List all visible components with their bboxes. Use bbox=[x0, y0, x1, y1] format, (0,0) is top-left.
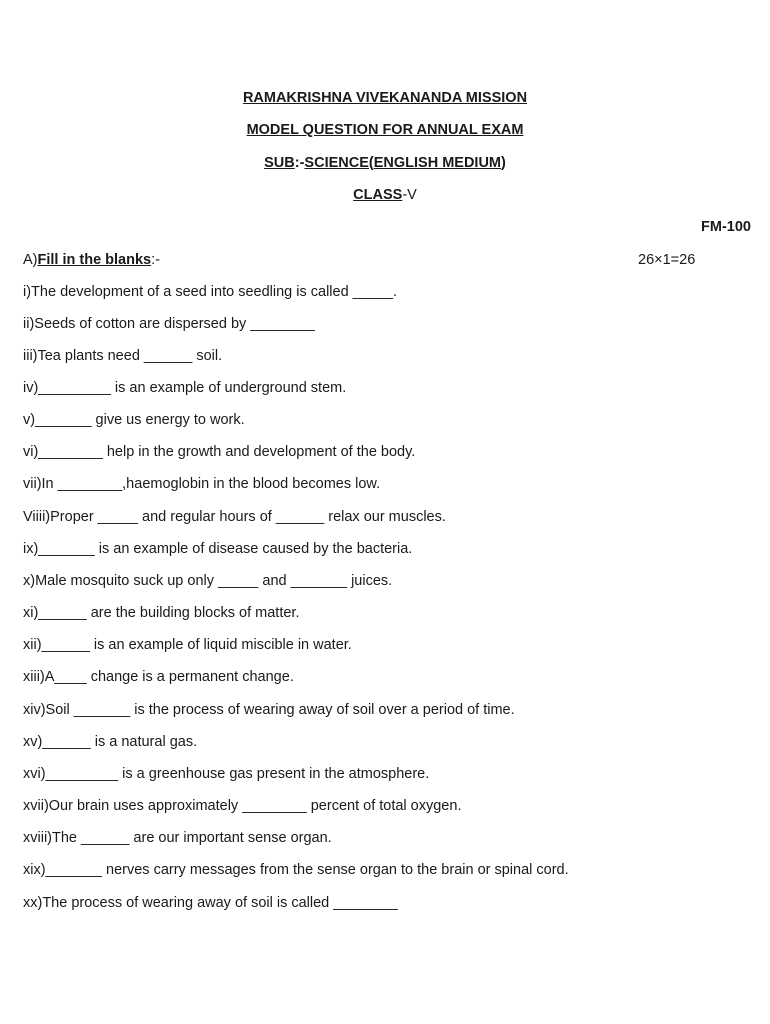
question-11: xi)______ are the building blocks of matter. bbox=[23, 605, 300, 621]
subject-name: SCIENCE bbox=[304, 155, 369, 171]
question-1: i)The development of a seed into seedling is called _____. bbox=[23, 284, 398, 300]
question-13: xiii)A____ change is a permanent change. bbox=[23, 669, 294, 685]
question-20: xx)The process of wearing away of soil is called ________ bbox=[23, 895, 398, 911]
class-label: CLASS bbox=[353, 187, 403, 203]
full-marks: FM-100 bbox=[701, 219, 751, 235]
section-a-marks: 26×1=26 bbox=[638, 252, 696, 268]
section-a-title: Fill in the blanks bbox=[37, 252, 152, 268]
question-5: v)_______ give us energy to work. bbox=[23, 412, 245, 428]
question-10: x)Male mosquito suck up only _____ and _______ juices. bbox=[23, 573, 393, 589]
question-17: xvii)Our brain uses approximately ________ percent of total oxygen. bbox=[23, 798, 462, 814]
class-value: -V bbox=[402, 187, 417, 203]
medium-name: ENGLISH MEDIUM bbox=[373, 155, 502, 171]
exam-title: MODEL QUESTION FOR ANNUAL EXAM bbox=[246, 122, 524, 138]
question-19: xix)_______ nerves carry messages from the sense organ to the brain or spinal cord. bbox=[23, 862, 569, 878]
question-6: vi)________ help in the growth and development of the body. bbox=[23, 444, 416, 460]
question-15: xv)______ is a natural gas. bbox=[23, 734, 198, 750]
class-line bbox=[0, 186, 770, 204]
subject-paren-close: ) bbox=[501, 155, 506, 171]
subject-paren-open: ( bbox=[368, 155, 374, 171]
subject-separator: :- bbox=[294, 155, 305, 171]
question-16: xvi)_________ is a greenhouse gas present in the atmosphere. bbox=[23, 766, 430, 782]
question-8: Viiii)Proper _____ and regular hours of ______ relax our muscles. bbox=[23, 509, 446, 525]
question-3: iii)Tea plants need ______ soil. bbox=[23, 348, 223, 364]
section-a-heading bbox=[23, 251, 160, 269]
school-name: RAMAKRISHNA VIVEKANANDA MISSION bbox=[242, 90, 528, 106]
question-7: vii)In ________,haemoglobin in the blood becomes low. bbox=[23, 476, 381, 492]
section-a-suffix: :- bbox=[151, 252, 160, 268]
question-18: xviii)The ______ are our important sense organ. bbox=[23, 830, 332, 846]
subject-label: SUB bbox=[264, 155, 295, 171]
question-14: xiv)Soil _______ is the process of wearing away of soil over a period of time. bbox=[23, 702, 515, 718]
question-9: ix)_______ is an example of disease caused by the bacteria. bbox=[23, 541, 413, 557]
question-4: iv)_________ is an example of underground stem. bbox=[23, 380, 347, 396]
question-12: xii)______ is an example of liquid miscible in water. bbox=[23, 637, 352, 653]
subject-line bbox=[0, 154, 770, 172]
question-2: ii)Seeds of cotton are dispersed by ________ bbox=[23, 316, 315, 332]
section-a-prefix: A) bbox=[23, 252, 38, 268]
